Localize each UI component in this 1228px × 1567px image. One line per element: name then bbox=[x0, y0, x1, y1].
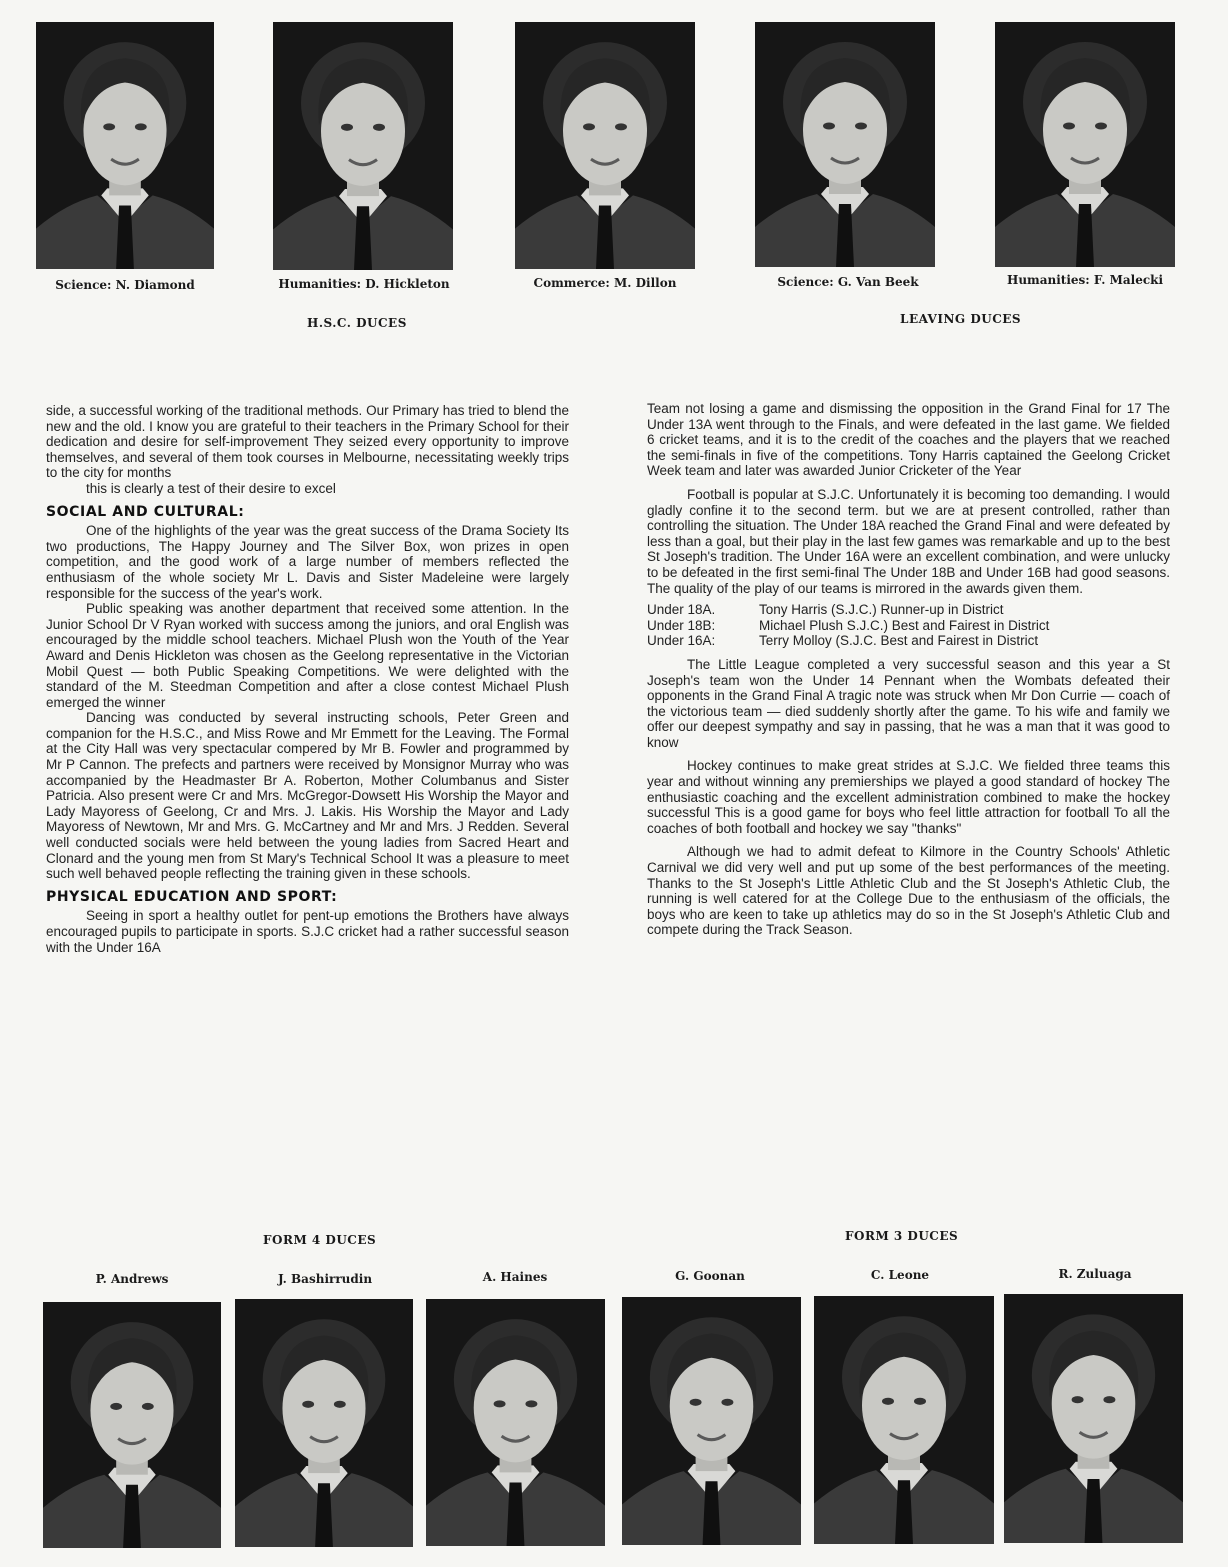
award-row: Under 16A: Terry Molloy (S.J.C. Best and Fairest in District bbox=[647, 633, 1039, 649]
portrait-photo-andrews bbox=[43, 1302, 221, 1548]
section-heading-social: SOCIAL AND CULTURAL: bbox=[46, 503, 245, 520]
photo-caption: A. Haines bbox=[482, 1270, 548, 1284]
leaving-duces-heading: LEAVING DUCES bbox=[900, 312, 1022, 326]
body-paragraph: Although we had to admit defeat to Kilmore in the Country Schools' Athletic Carnival we did very well and put up some of the best performances of the meeting. Thanks to the St Joseph's Little Athletic Club and the St Joseph's Athletic Club, the running is well catered for at the College Due to the enthusiasm of the officials, the boys who are keen to take up athletics may do so in the St Joseph's Athletic Club and compete during the Track Season. bbox=[647, 844, 1170, 938]
award-row: Under 18A. Tony Harris (S.J.C.) Runner-up in District bbox=[647, 602, 1004, 618]
photo-caption: Science: N. Diamond bbox=[55, 278, 195, 292]
article-left-column bbox=[46, 403, 569, 955]
body-paragraph: The Little League completed a very successful season and this year a St Joseph's team won the Under 14 Pennant when the Wombats defeated their opponents in the Grand Final A tragic note was struck when Mr Don Currie — coach of the victorious team — died suddenly shortly after the game. To his wife and family we offer our deepest sympathy and say in passing, that he was a man that it was good to know bbox=[647, 656, 1170, 750]
body-paragraph: Team not losing a game and dismissing the opposition in the Grand Final for 17 The Under 13A went through to the Finals, and were defeated in the last game. We fielded 6 cricket teams, and it is to the credit of the coaches and the players that we reached the semi-finals in five of the competitions. Tony Harris captained the Geelong Cricket Week team and later was awarded Junior Cricketer of the Year bbox=[647, 401, 1170, 479]
section-heading-physical: PHYSICAL EDUCATION AND SPORT: bbox=[46, 888, 338, 905]
awards-list bbox=[647, 602, 1170, 649]
form3-duces-heading: FORM 3 DUCES bbox=[845, 1229, 959, 1243]
photo-caption: Humanities: F. Malecki bbox=[1006, 273, 1164, 287]
body-paragraph: side, a successful working of the traditional methods. Our Primary has tried to blend the new and the old. I know you are grateful to their teachers in the Primary School for their dedication and desire for self-improvement They seized every opportunity to improve themselves, and several of them took courses in Melbourne, necessitating weekly trips to the city for months bbox=[46, 403, 569, 481]
portrait-photo-bashirrudin bbox=[235, 1299, 413, 1547]
photo-caption: G. Goonan bbox=[675, 1269, 745, 1283]
hsc-duces-heading: H.S.C. DUCES bbox=[307, 316, 407, 330]
body-paragraph: Football is popular at S.J.C. Unfortunately it is becoming too demanding. I would gladly confine it to the second term. but we are at present controlled, rather than controlling the situation. The Under 18A reached the Grand Final and were defeated by less than a goal, but their play in the last few games was remarkable and up to the best St Joseph's tradition. The Under 16A were an excellent combination, and were unlucky to be defeated in the first semi-final The Under 18B and Under 16B had good seasons. The quality of the play of our teams is mirrored in the awards given them. bbox=[647, 486, 1170, 596]
body-paragraph: Seeing in sport a healthy outlet for pent-up emotions the Brothers have always encouraged pupils to participate in sports. S.J.C cricket had a rather successful season with the Under 16A bbox=[46, 908, 569, 955]
body-paragraph: this is clearly a test of their desire to excel bbox=[86, 480, 336, 496]
body-paragraph: Public speaking was another department that received some attention. In the Junior School Dr V Ryan worked with success among the juniors, and oral English was encouraged by the middle school teachers. Michael Plush won the Youth of the Year Award and Denis Hickleton was chosen as the Geelong representative in the Victorian Mobil Quest — both Public Speaking Competitions. We were delighted with the standard of the M. Steedman Competition and after a close contest Michael Plush emerged the winner bbox=[46, 601, 569, 710]
portrait-photo-goonan bbox=[622, 1297, 801, 1545]
form4-duces-heading: FORM 4 DUCES bbox=[263, 1233, 377, 1247]
body-paragraph: One of the highlights of the year was the great success of the Drama Society Its two productions, The Happy Journey and The Silver Box, won prizes in open competition, and the good work of a large number of members reflected the enthusiasm of the whole society Mr L. Davis and Sister Madeleine were largely responsible for the success of the year's work. bbox=[46, 523, 569, 601]
photo-caption: C. Leone bbox=[870, 1268, 930, 1282]
photo-caption: J. Bashirrudin bbox=[277, 1272, 373, 1286]
portrait-photo-zuluaga bbox=[1004, 1294, 1183, 1543]
article-right-column bbox=[647, 401, 1170, 938]
portrait-photo-leone bbox=[814, 1296, 994, 1544]
photo-caption: Commerce: M. Dillon bbox=[533, 276, 677, 290]
photo-caption: P. Andrews bbox=[95, 1272, 169, 1286]
body-paragraph: Dancing was conducted by several instructing schools, Peter Green and companion for the H.S.C., and Miss Rowe and Mr Emmett for the Leaving. The Formal at the City Hall was very spectacular compered by Mr B. Fowler and programmed by Mr P Cannon. The prefects and partners were received by Monsignor Murray who was accompanied by the Headmaster Br A. Roberton, Mother Columbanus and Sister Patricia. Also present were Cr and Mrs. McGregor-Dowsett His Worship the Mayor and Lady Mayoress of Geelong, Cr and Mrs. J. Lakis. His Worship the Mayor and Lady Mayoress of Newtown, Mr and Mrs. G. McCartney and Mr and Mrs. J Redden. Several well conducted socials were held between the young ladies from Sacred Heart and Clonard and the young men from St Mary's Technical School It was a pleasure to meet such well behaved people reflecting the training given in these schools. bbox=[46, 710, 569, 882]
body-paragraph: Hockey continues to make great strides at S.J.C. We fielded three teams this year and without winning any premierships we played a good standard of hockey The enthusiastic coaching and the excellent administration combined to make the hockey successful This is a good game for boys who feel little attraction for football To all the coaches of both football and hockey we say "thanks" bbox=[647, 758, 1170, 836]
portrait-photo-diamond bbox=[36, 22, 214, 269]
photo-caption: Humanities: D. Hickleton bbox=[278, 277, 450, 291]
photo-caption: R. Zuluaga bbox=[1058, 1267, 1132, 1281]
portrait-photo-dillon bbox=[515, 22, 695, 269]
portrait-photo-malecki bbox=[995, 22, 1175, 267]
award-row: Under 18B: Michael Plush S.J.C.) Best and Fairest in District bbox=[647, 617, 1050, 633]
portrait-photo-haines bbox=[426, 1299, 605, 1546]
portrait-photo-hickleton bbox=[273, 22, 453, 270]
photo-caption: Science: G. Van Beek bbox=[777, 275, 919, 289]
portrait-photo-van-beek bbox=[755, 22, 935, 267]
